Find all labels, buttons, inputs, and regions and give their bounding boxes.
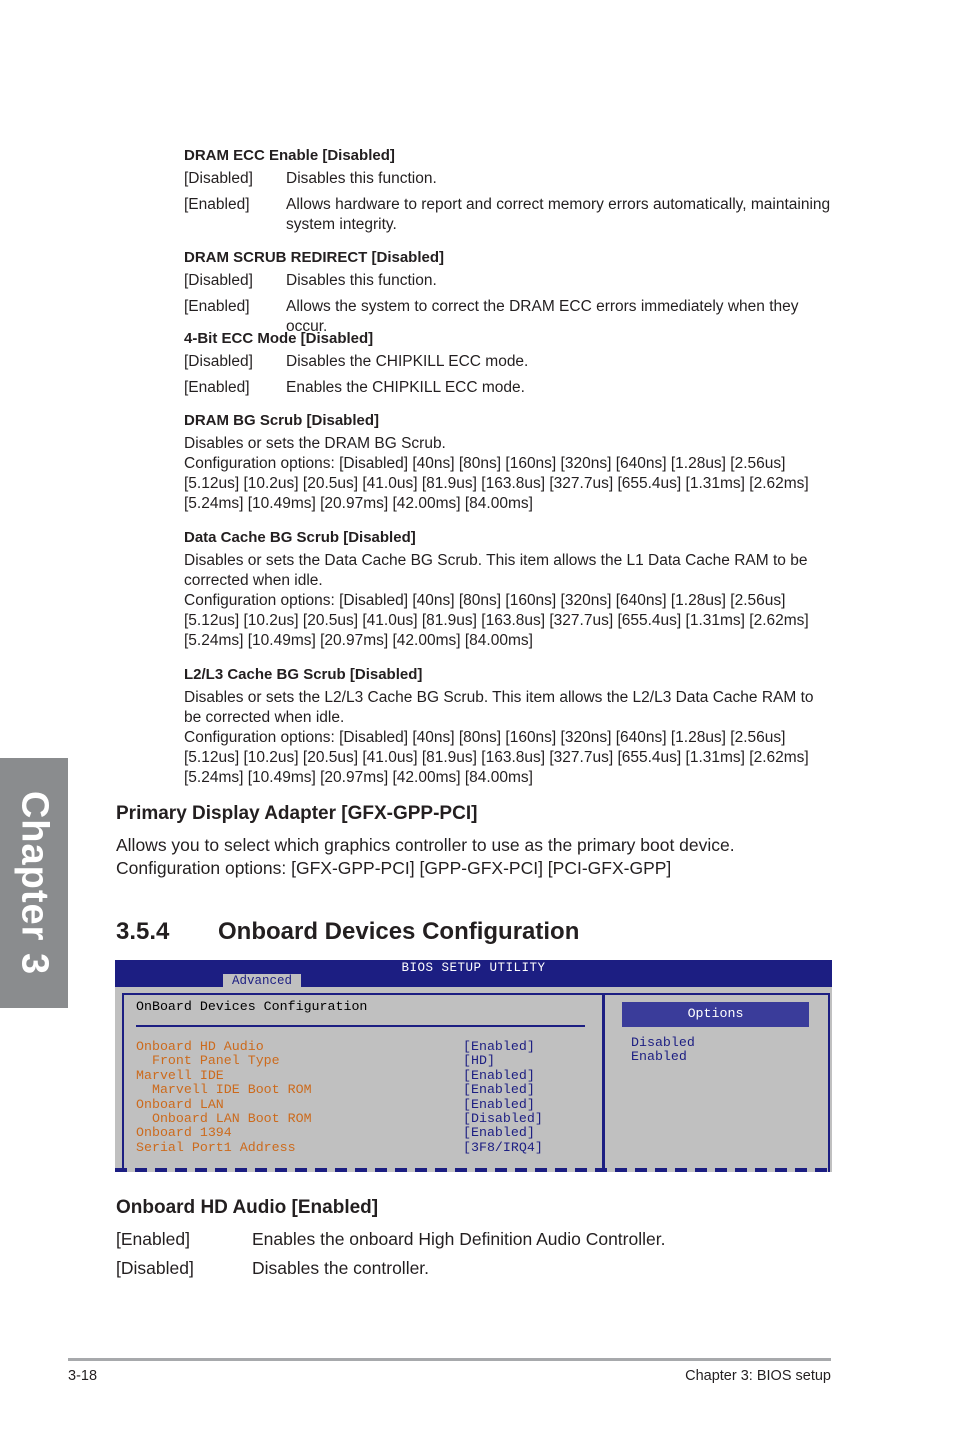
bios-item-label: Onboard 1394 (136, 1125, 232, 1141)
bios-item-label: Onboard HD Audio (136, 1039, 264, 1054)
bios-item-marvell-ide[interactable] (136, 1069, 596, 1083)
footer-rule (68, 1358, 831, 1361)
bios-item-serial-port1-address[interactable] (136, 1141, 596, 1155)
section-title-text: Onboard Devices Configuration (218, 918, 580, 945)
bios-options-header (622, 1002, 809, 1027)
option-key: [Disabled] (116, 1258, 194, 1278)
option-row (184, 378, 834, 398)
option-desc: Allows hardware to report and correct memory errors automatically, maintaining system integrity. (286, 196, 831, 233)
option-key: [Enabled] (184, 379, 250, 396)
bios-item-value: [Enabled] (463, 1082, 535, 1098)
option-key: [Disabled] (184, 272, 253, 289)
section-config-options: Configuration options: [Disabled] [40ns] [80ns] [160ns] [320ns] [640ns] [1.28us] [2.56us] [5.12us] [10.2us] [20.5us] [41.0us] [81.9us] [163.8us] [327.7us] [655.4us] [1.31ms] [2.62ms] [5.24ms] [10.49ms] [20.97ms] [42.00ms] [84.00ms] (184, 592, 809, 649)
bios-screen (115, 960, 832, 1172)
bios-item-onboard-hd-audio[interactable] (136, 1040, 596, 1054)
option-key: [Enabled] (184, 196, 250, 213)
bios-item-label: Front Panel Type (136, 1053, 280, 1069)
bios-item-label: Marvell IDE (136, 1067, 224, 1083)
option-desc: Disables this function. (286, 170, 437, 187)
bios-pane-rule (136, 1025, 585, 1027)
bios-pane-title: OnBoard Devices Configuration (136, 999, 368, 1014)
bios-item-value: [Disabled] (463, 1110, 543, 1126)
primary-display-line: Allows you to select which graphics controller to use as the primary boot device. (116, 835, 735, 855)
option-row (116, 1228, 816, 1251)
bios-pane-divider (602, 993, 605, 1172)
bios-item-list (136, 1040, 596, 1155)
section-4bit-ecc-mode (184, 329, 834, 404)
bios-item-onboard-lan-boot-rom[interactable] (136, 1112, 596, 1126)
bios-item-front-panel-type[interactable] (136, 1054, 596, 1068)
bios-item-label: Onboard LAN Boot ROM (136, 1110, 312, 1126)
bios-item-value: [Enabled] (463, 1067, 535, 1083)
option-key: [Enabled] (116, 1229, 190, 1249)
bios-item-value: [HD] (463, 1053, 495, 1069)
option-row (184, 169, 834, 189)
section-heading: 4-Bit ECC Mode [Disabled] (184, 330, 374, 347)
primary-display-heading: Primary Display Adapter [GFX-GPP-PCI] (116, 803, 478, 824)
bios-item-label: Marvell IDE Boot ROM (136, 1082, 312, 1098)
bios-dashed-edge (115, 1168, 832, 1172)
section-heading: Data Cache BG Scrub [Disabled] (184, 529, 416, 546)
section-heading: DRAM ECC Enable [Disabled] (184, 147, 395, 164)
option-desc: Disables the controller. (252, 1258, 430, 1278)
option-row (184, 195, 834, 235)
section-number: 3.5.4 (116, 918, 170, 945)
section-dram-ecc-enable (184, 146, 834, 241)
bios-tab-advanced[interactable]: Advanced (223, 974, 301, 987)
option-key: [Disabled] (184, 353, 253, 370)
bios-item-value: [3F8/IRQ4] (463, 1139, 543, 1155)
section-heading: DRAM BG Scrub [Disabled] (184, 412, 380, 429)
bios-item-value: [Enabled] (463, 1125, 535, 1141)
option-desc: Disables the CHIPKILL ECC mode. (286, 353, 529, 370)
bios-item-value: [Enabled] (463, 1039, 535, 1054)
hd-audio-options (116, 1228, 816, 1280)
footer-chapter-title: Chapter 3: BIOS setup (685, 1368, 831, 1384)
bios-option-enabled[interactable]: Enabled (631, 1049, 687, 1065)
option-desc: Disables this function. (286, 272, 437, 289)
bios-option-disabled[interactable]: Disabled (631, 1035, 695, 1050)
section-config-options: Configuration options: [Disabled] [40ns] [80ns] [160ns] [320ns] [640ns] [1.28us] [2.56us] [5.12us] [10.2us] [20.5us] [41.0us] [81.9us] [163.8us] [327.7us] [655.4us] [1.31ms] [2.62ms] [5.24ms] [10.49ms] [20.97ms] [42.00ms] [84.00ms] (184, 729, 809, 786)
option-desc: Enables the CHIPKILL ECC mode. (286, 379, 525, 396)
section-l2l3-cache-bg-scrub (184, 665, 834, 788)
option-desc: Allows the system to correct the DRAM ECC errors immediately when they occur. (286, 298, 799, 335)
footer-page-number: 3-18 (68, 1368, 98, 1384)
bios-title: BIOS SETUP UTILITY (401, 961, 546, 975)
section-heading: DRAM SCRUB REDIRECT [Disabled] (184, 249, 445, 266)
section-data-cache-bg-scrub (184, 528, 834, 651)
section-dram-bg-scrub (184, 411, 834, 514)
section-body: Disables or sets the L2/L3 Cache BG Scrub. This item allows the L2/L3 Data Cache RAM to be corrected when idle. (184, 689, 814, 726)
bios-item-label: Onboard LAN (136, 1096, 224, 1112)
option-row (184, 271, 834, 291)
option-key: [Disabled] (184, 170, 253, 187)
section-config-options: Configuration options: [Disabled] [40ns] [80ns] [160ns] [320ns] [640ns] [1.28us] [2.56us] [5.12us] [10.2us] [20.5us] [41.0us] [81.9us] [163.8us] [327.7us] [655.4us] [1.31ms] [2.62ms] [5.24ms] [10.49ms] [20.97ms] [42.00ms] [84.00ms] (184, 455, 809, 512)
option-row (184, 352, 834, 372)
option-key: [Enabled] (184, 298, 250, 315)
section-title (116, 918, 579, 946)
bios-options-header-label: Options (687, 1006, 744, 1021)
bios-item-onboard-1394[interactable] (136, 1126, 596, 1140)
hd-audio-heading: Onboard HD Audio [Enabled] (116, 1197, 379, 1218)
option-row (116, 1257, 816, 1280)
bios-item-marvell-ide-boot-rom[interactable] (136, 1083, 596, 1097)
option-desc: Enables the onboard High Definition Audio Controller. (252, 1229, 666, 1249)
chapter-tab-label: Chapter 3 (13, 790, 56, 976)
bios-options-list (631, 1036, 695, 1065)
bios-item-value: [Enabled] (463, 1096, 535, 1112)
chapter-tab (0, 758, 68, 1008)
section-heading: L2/L3 Cache BG Scrub [Disabled] (184, 666, 423, 683)
primary-display-config: Configuration options: [GFX-GPP-PCI] [GPP-GFX-PCI] [PCI-GFX-GPP] (116, 858, 672, 878)
section-body: Disables or sets the Data Cache BG Scrub. This item allows the L1 Data Cache RAM to be corrected when idle. (184, 552, 808, 589)
section-body: Disables or sets the DRAM BG Scrub. (184, 435, 446, 452)
bios-item-label: Serial Port1 Address (136, 1139, 296, 1155)
primary-display-description (116, 834, 735, 880)
bios-item-onboard-lan[interactable] (136, 1098, 596, 1112)
